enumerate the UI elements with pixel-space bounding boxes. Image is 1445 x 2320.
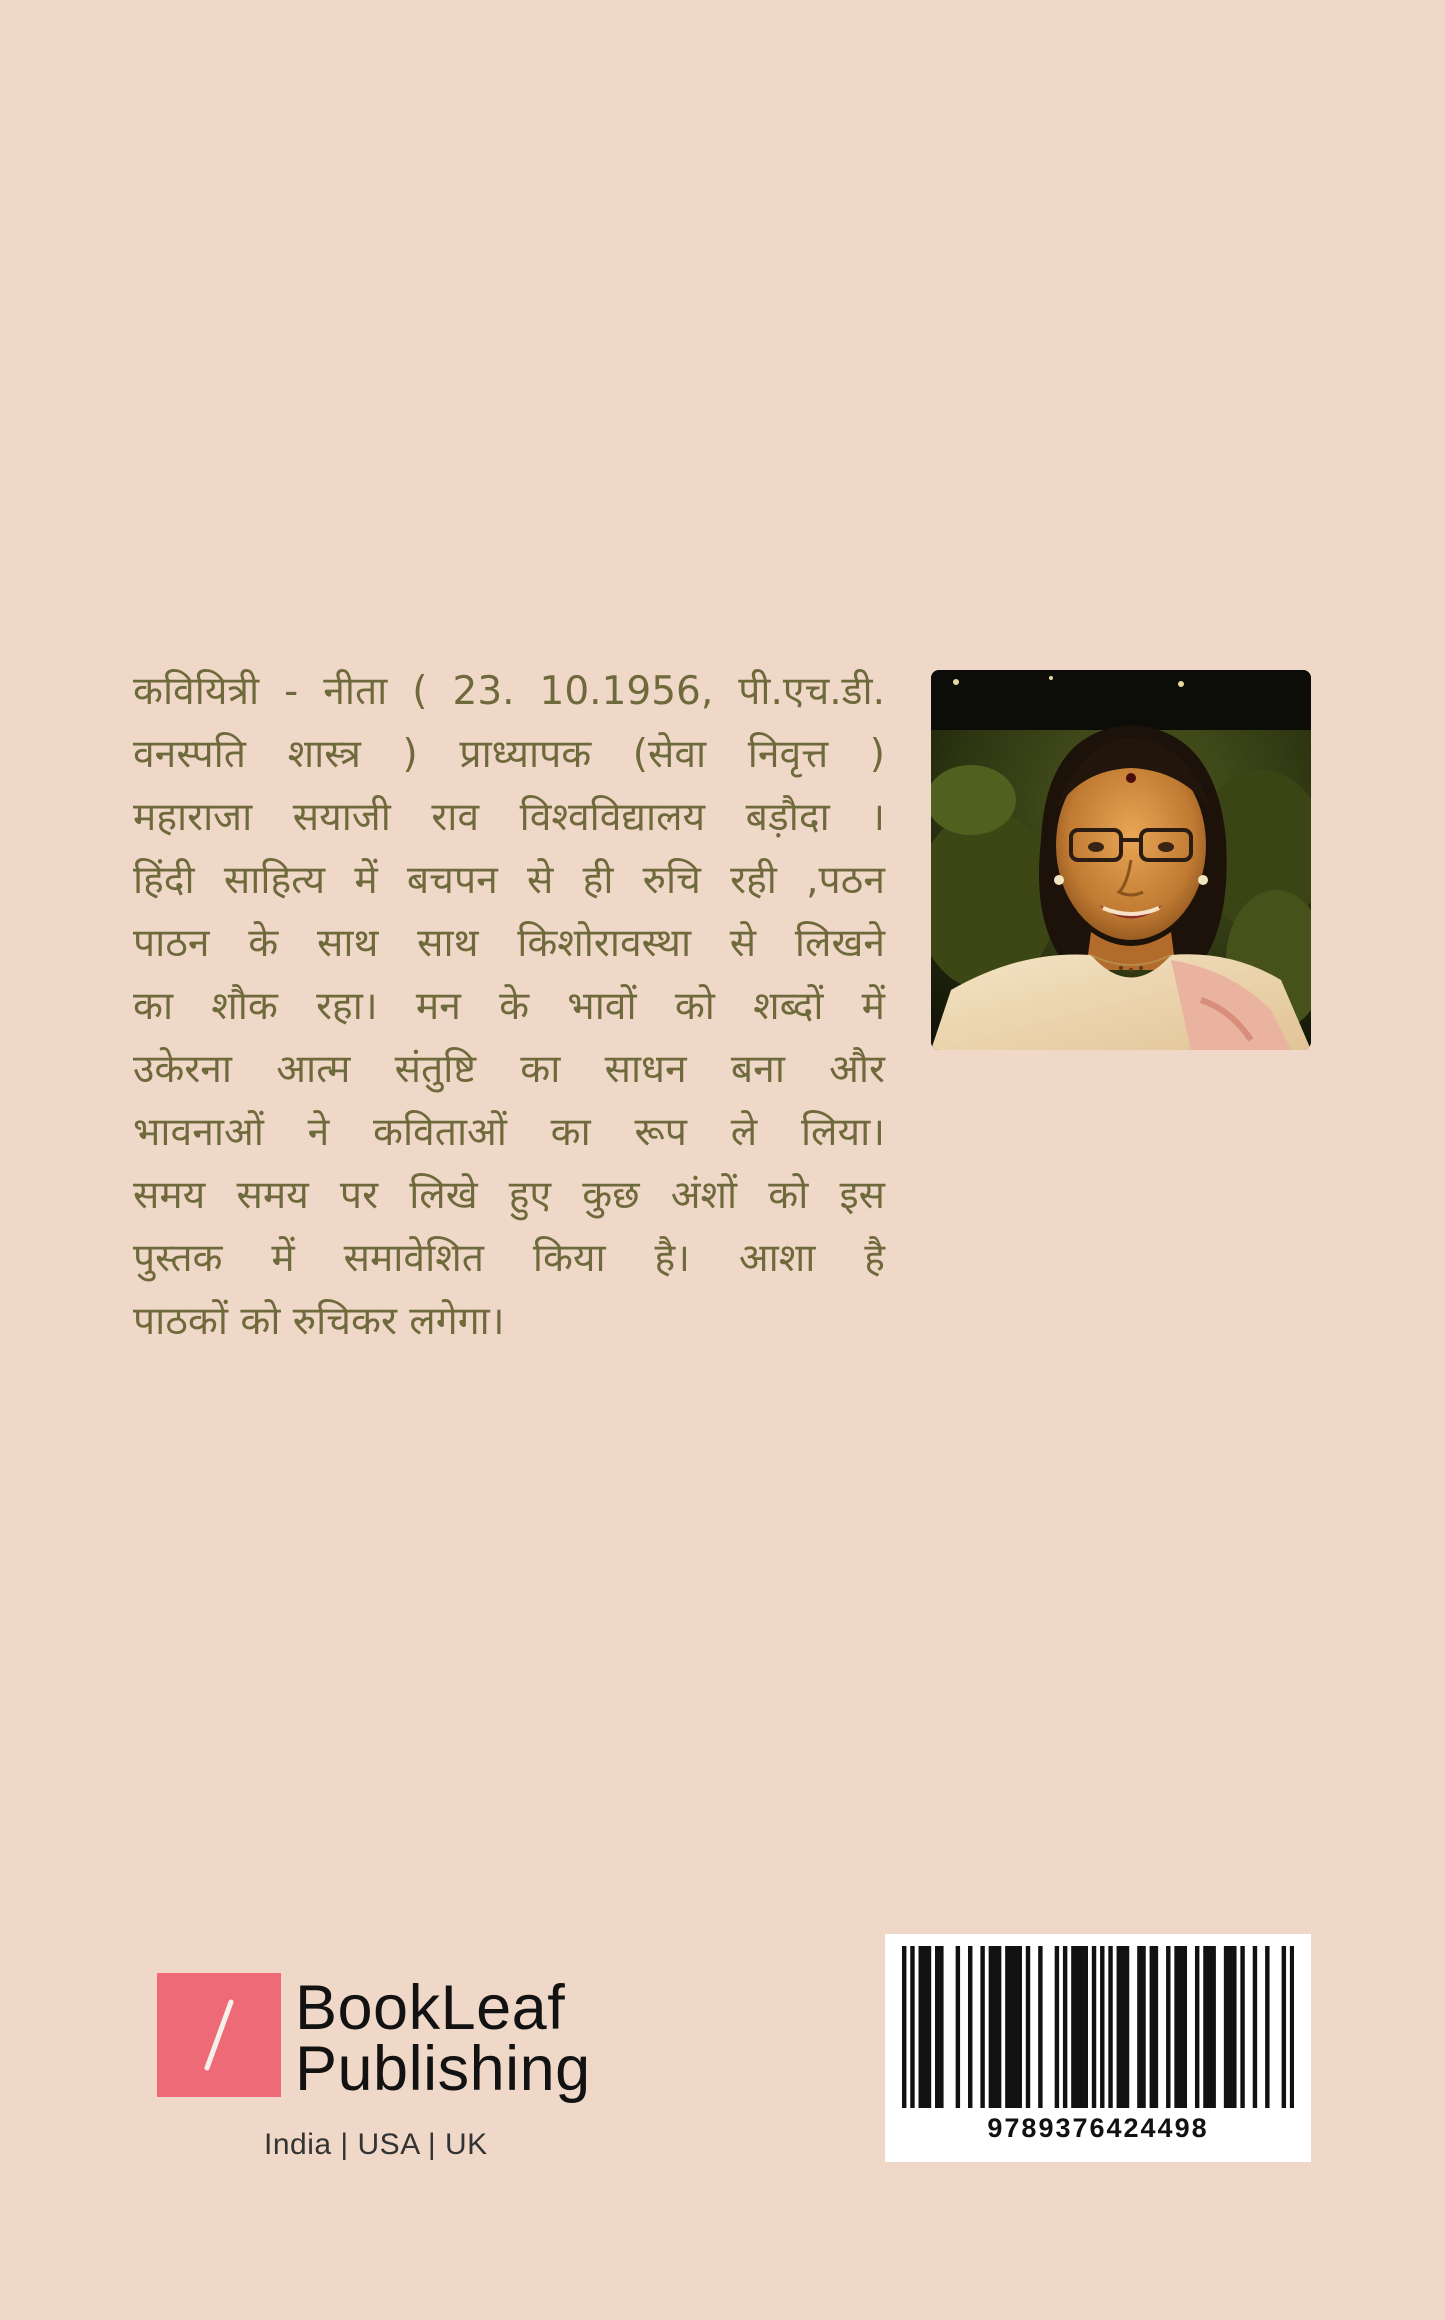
publisher-countries: India | USA | UK (264, 2128, 488, 2161)
bio-line: महाराजा सयाजी राव विश्वविद्यालय बड़ौदा । (133, 795, 885, 840)
barcode-bar (1150, 1946, 1154, 2108)
barcode-bar (1038, 1946, 1042, 2108)
barcode-bar (1207, 1946, 1211, 2108)
barcode-bar (993, 1946, 997, 2108)
barcode-bar (1013, 1946, 1017, 2108)
bio-line: कवियित्री - नीता ( 23. 10.1956, पी.एच.डी. (133, 669, 885, 714)
barcode-bar (1108, 1946, 1112, 2108)
barcode-bar (1265, 1946, 1269, 2108)
isbn-barcode (885, 1934, 1311, 2162)
barcode-bar (1211, 1946, 1215, 2108)
barcode-bar (1018, 1946, 1022, 2108)
barcode-bar (1183, 1946, 1187, 2108)
barcode-bar (1195, 1946, 1199, 2108)
publisher-name-line1: BookLeaf (295, 1973, 566, 2043)
barcode-bar (1100, 1946, 1104, 2108)
bio-line: पाठकों को रुचिकर लगेगा। (133, 1299, 505, 1344)
barcode-bar (1290, 1946, 1294, 2108)
barcode-bar (1121, 1946, 1125, 2108)
barcode-bar (1232, 1946, 1236, 2108)
barcode-bar (902, 1946, 906, 2108)
barcode-bar (956, 1946, 960, 2108)
barcode-bar (1005, 1946, 1009, 2108)
barcode-bar (939, 1946, 943, 2108)
bio-line: समय समय पर लिखे हुए कुछ अंशों को इस (133, 1173, 885, 1218)
barcode-bar (935, 1946, 939, 2108)
barcode-bar (1075, 1946, 1079, 2108)
barcode-bar (1178, 1946, 1182, 2108)
barcode-bar (1137, 1946, 1141, 2108)
barcode-bar (919, 1946, 923, 2108)
bio-line: पाठन के साथ साथ किशोरावस्था से लिखने (133, 921, 885, 966)
bio-line: वनस्पति शास्त्र ) प्राध्यापक (सेवा निवृत्त ) (133, 732, 885, 777)
barcode-bar (989, 1946, 993, 2108)
barcode-bar (1063, 1946, 1067, 2108)
barcode-bar (1125, 1946, 1129, 2108)
barcode-bar (1084, 1946, 1088, 2108)
barcode-bar (1071, 1946, 1075, 2108)
barcode-bar (1253, 1946, 1257, 2108)
barcode-bar (997, 1946, 1001, 2108)
barcode-bar (1009, 1946, 1013, 2108)
barcode-bar (1117, 1946, 1121, 2108)
barcode-bar (1240, 1946, 1244, 2108)
author-bio (133, 660, 885, 1353)
barcode-bars (902, 1946, 1294, 2108)
barcode-bar (1166, 1946, 1170, 2108)
author-photo (931, 670, 1311, 1050)
barcode-bar (1055, 1946, 1059, 2108)
publisher-logo (157, 1973, 617, 2163)
barcode-bar (980, 1946, 984, 2108)
barcode-bar (1026, 1946, 1030, 2108)
barcode-bar (1228, 1946, 1232, 2108)
logo-mark (157, 1973, 281, 2097)
barcode-bar (1154, 1946, 1158, 2108)
bio-line: हिंदी साहित्य में बचपन से ही रुचि रही ,पठन (133, 858, 885, 903)
bio-line: पुस्तक में समावेशित किया है। आशा है (133, 1236, 885, 1281)
barcode-bar (1174, 1946, 1178, 2108)
bio-line: का शौक रहा। मन के भावों को शब्दों में (133, 984, 885, 1029)
barcode-bar (1141, 1946, 1145, 2108)
bio-line: भावनाओं ने कविताओं का रूप ले लिया। (133, 1110, 885, 1155)
barcode-bar (910, 1946, 914, 2108)
bio-line: उकेरना आत्म संतुष्टि का साधन बना और (133, 1047, 885, 1092)
barcode-bar (968, 1946, 972, 2108)
publisher-name-line2: Publishing (295, 2034, 591, 2104)
barcode-bar (1282, 1946, 1286, 2108)
barcode-bar (1203, 1946, 1207, 2108)
isbn-number: 9789376424498 (987, 2113, 1209, 2143)
barcode-bar (923, 1946, 927, 2108)
barcode-bar (927, 1946, 931, 2108)
slash-icon (189, 1996, 249, 2074)
barcode-bar (1092, 1946, 1096, 2108)
barcode-bar (1079, 1946, 1083, 2108)
barcode-bar (1224, 1946, 1228, 2108)
